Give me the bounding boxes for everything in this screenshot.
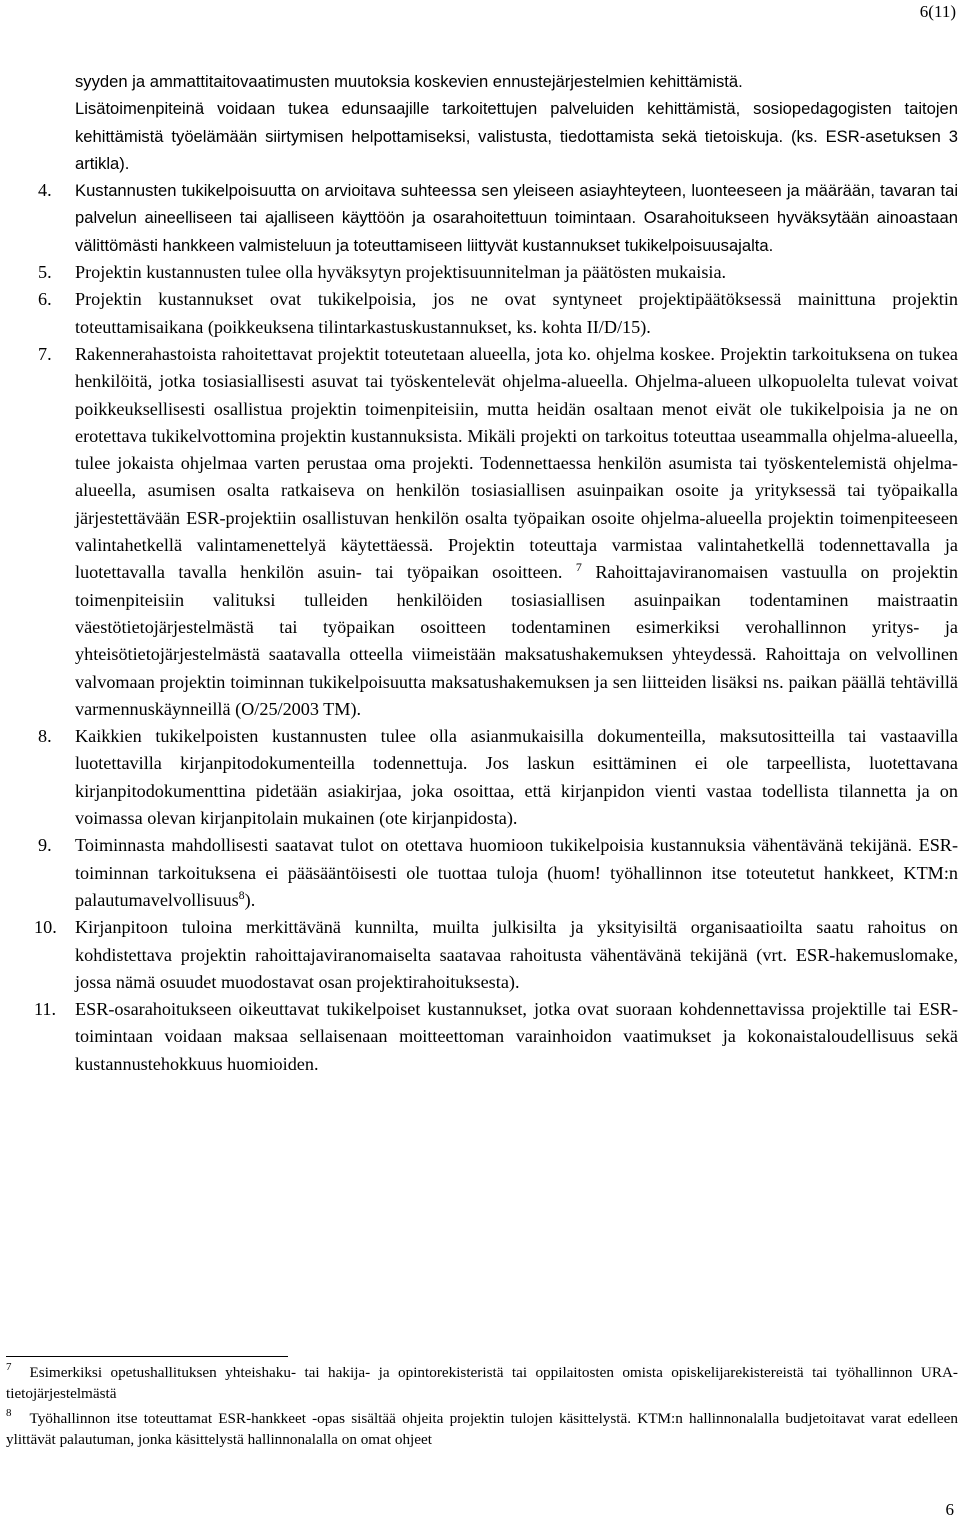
document-body — [34, 68, 959, 1078]
list-item-7 — [38, 341, 958, 723]
list-item-text: Projektin kustannukset ovat tukikelpoisia, jos ne ovat syntyneet projektipäätöksessä mainittuna projektin toteuttamisaikana (poikkeuksena tilintarkastuskustannukset, ks. kohta II/D/15). — [75, 289, 958, 337]
footnote-text: Työhallinnon itse toteuttamat ESR-hankkeet -opas sisältää ohjeita projektin tulojen käsittelystä. KTM:n hallinnonalalla budjetoitavat varat edelleen ylittävät palautuman, jonka käsittelystä hallinnonalalla on omat ohjeet — [6, 1410, 958, 1448]
list-number: 5. — [38, 262, 52, 283]
list-item-8 — [38, 723, 958, 832]
footnote-7 — [6, 1362, 958, 1404]
list-number: 9. — [38, 835, 52, 856]
footnote-text: Esimerkiksi opetushallituksen yhteishaku- tai hakija- ja opintorekisteristä tai oppilaitosten omista opiskelijarekistereistä tai työhallinnon URA-tietojärjestelmästä — [6, 1364, 958, 1402]
list-item-5 — [38, 259, 958, 286]
list-item-6 — [38, 286, 958, 341]
footnotes — [6, 1362, 958, 1450]
intro-paragraph: Lisätoimenpiteinä voidaan tukea edunsaajille tarkoitettujen palveluiden kehittämistä, sosiopedagogisten taitojen kehittämistä työelämään siirtymisen helpottamiseksi, valistusta, tiedottamista sekä tietoiskuja. (ks. ESR-asetuksen 3 artikla). — [75, 99, 958, 173]
list-item-text-continued: Rahoittajaviranomaisen vastuulla on projektin toimenpiteisiin valituksi tulleiden henkilöiden tosiasiallisen asuinpaikan todentaminen maistraatin väestötietojärjestelmästä tai työpaikan osoitteen todentaminen esimerkiksi verohallinnon yritys- ja yhteisötietojärjestelmästä saatavalla otteella viimeistään maksatushakemuksen yhteydessä. Rahoittaja on velvollinen valvomaan projektin toiminnan tukikelpoisuutta maksatushakemuksen ja sen liitteiden lisäksi ns. paikan päällä tehtävillä varmennuskäynneillä (O/25/2003 TM). — [75, 562, 959, 719]
footnote-mark: 7 — [6, 1361, 12, 1373]
footnote-8 — [6, 1408, 958, 1450]
page-number-bottom: 6 — [945, 1500, 954, 1519]
footnote-reference-7[interactable]: 7 — [575, 560, 582, 575]
list-item-text: Kirjanpitoon tuloina merkittävänä kunnilta, muilta julkisilta ja yksityisiltä organisaatioilta saatu rahoitus on kohdistettava projektin rahoittajaviranomaiselta saatavaa rahoitusta vähentävänä tekijänä (vrt. ESR-hakemuslomake, jossa nämä osuudet muodostavat osan projektirahoituksesta). — [75, 917, 958, 992]
page-label-top: 6(11) — [919, 2, 956, 21]
list-item-text: Projektin kustannusten tulee olla hyväksytyn projektisuunnitelman ja päätösten mukaisia. — [75, 262, 727, 283]
list-number: 4. — [38, 180, 52, 201]
footnote-reference-8[interactable]: 8 — [238, 887, 245, 902]
list-item-text: Kustannusten tukikelpoisuutta on arvioitava suhteessa sen yleiseen asiayhteyteen, luonteeseen ja määrään, tavaran tai palvelun aineelliseen tai ajalliseen käyttöön ja osarahoitettuun toimintaan. Osarahoitukseen hyväksytään ainoastaan välittömästi hankkeen valmisteluun ja toteuttamiseen liittyvät kustannukset tukikelpoisuusajalta. — [75, 181, 958, 255]
list-item-11 — [34, 996, 958, 1078]
list-item-9 — [38, 832, 958, 914]
list-item-text: Toiminnasta mahdollisesti saatavat tulot on otettava huomioon tukikelpoisia kustannuksia vähentävänä tekijänä. ESR-toiminnan tarkoituksena ei pääsääntöisesti ole tuottaa tuloja (huom! työhallinnon itse toteutetut hankkeet, KTM:n palautumavelvollisuus — [75, 835, 958, 910]
list-item-text: Rakennerahastoista rahoitettavat projektit toteutetaan alueella, jota ko. ohjelma koskee. Projektin tarkoituksena on tukea henkilöitä, jotka tosiasiallisesti asuvat tai työskentelevät ohjelma-alueella. Ohjelma-alueen ulkopuolelta tulevat voivat poikkeuksellisesti osallistua projektin toimenpiteisiin, mutta heidän osaltaan menot eivät ole tukikelpoisia ja ne on erotettava tukikelvottomina projektin kustannuksista. Mikäli projekti on tarkoitus toteuttaa useammalla ohjelma-alueella, tulee jokaista ohjelmaa varten perustaa oma projekti. Todennettaessa henkilön asumista tai työskentelemistä ohjelma-alueella, asumisen osalta ratkaiseva on henkilön tosiasiallisen asuinpaikan osoite ja yrityksessä tai työpaikalla järjestettävään ESR-projektiin osallistuvan henkilön osalta työpaikan osoite ohjelma-alueella projektin toimenpiteeseen valintahetkellä valintamenettelyä käytettäessä. Projektin toteuttaja varmistaa valintahetkellä todennettavalla ja luotettavalla tavalla henkilön asuin- tai työpaikan osoitteen. — [75, 343, 958, 583]
list-number: 10. — [34, 917, 57, 938]
list-item-10 — [34, 914, 958, 996]
list-number: 6. — [38, 289, 52, 310]
list-item-text: ESR-osarahoitukseen oikeuttavat tukikelpoiset kustannukset, jotka ovat suoraan kohdennettavissa projektille tai ESR-toimintaan voidaan maksaa sellaisenaan moitteettoman varainhoidon vaatimukset ja kokonaistaloudellisuus sekä kustannustehokkuus huomioiden. — [75, 999, 958, 1074]
list-item-4 — [38, 177, 958, 259]
intro-line-1: syyden ja ammattitaitovaatimusten muutoksia koskevien ennustejärjestelmien kehittämistä. — [75, 72, 743, 91]
list-number: 11. — [34, 999, 57, 1020]
list-item-text: Kaikkien tukikelpoisten kustannusten tulee olla asianmukaisilla dokumenteilla, maksutositteilla tai vastaavilla luotettavilla kirjanpitodokumenteilla todennettuja. Jos laskun esittäminen ei ole tarpeellista, luotettavana kirjanpitodokumenttina pidetään asiakirjaa, joka osoittaa, että kirjanpidon vienti vastaa todellista tilannetta ja on voimassa olevan kirjanpitolain mukainen (ote kirjanpidosta). — [75, 726, 958, 829]
list-number: 8. — [38, 726, 52, 747]
list-number: 7. — [38, 343, 52, 364]
list-item-text-continued: ). — [244, 889, 256, 910]
footnote-mark: 8 — [6, 1407, 12, 1419]
footnote-separator — [6, 1356, 288, 1357]
